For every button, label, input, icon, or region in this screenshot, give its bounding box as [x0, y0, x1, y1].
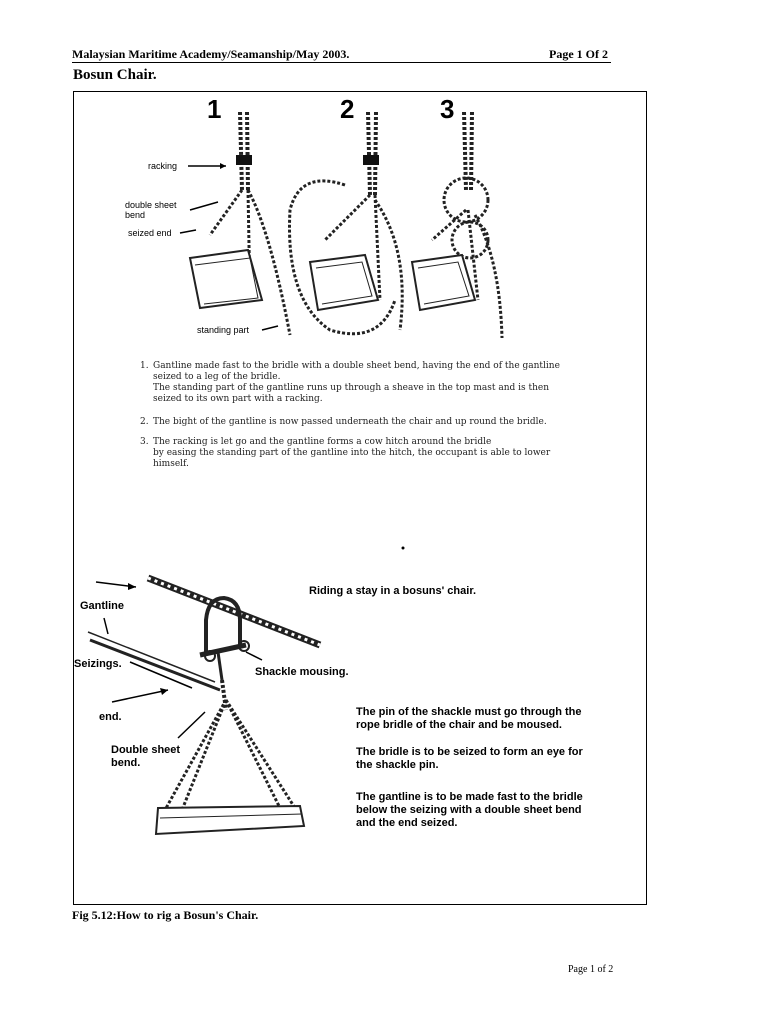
- page-title: Bosun Chair.: [73, 67, 157, 83]
- label-end: end.: [99, 711, 122, 723]
- arrowhead-end: [160, 688, 168, 695]
- stay-wire: [148, 578, 320, 645]
- bottom-note-1-line-1: The pin of the shackle must go through the: [356, 706, 582, 718]
- note-1-line-2: seized to a leg of the bridle.: [153, 372, 281, 382]
- label-double-sheet-bend-bottom-line1: Double sheet: [111, 744, 181, 756]
- arrow-gantline: [104, 618, 108, 634]
- bottom-note-3-line-2: below the seizing with a double sheet bend: [356, 804, 582, 816]
- note-1-number: 1.: [140, 361, 149, 371]
- header-page-number: Page 1 Of 2: [549, 47, 608, 61]
- arrow-shackle-mousing: [246, 652, 262, 660]
- bridle-and-seat: [156, 680, 304, 834]
- note-2-line-1: The bight of the gantline is now passed underneath the chair and up round the bridle.: [153, 417, 547, 427]
- note-1-line-3: The standing part of the gantline runs up through a sheave in the top mast and is then: [153, 383, 550, 393]
- bottom-note-2-line-2: the shackle pin.: [356, 759, 439, 771]
- step-number-2: 2: [340, 94, 355, 124]
- label-seizings: Seizings.: [74, 658, 122, 670]
- note-3-line-3: himself.: [153, 459, 189, 469]
- bottom-note-2-line-1: The bridle is to be seized to form an eye for: [356, 746, 583, 758]
- bosun-chair-stage-1: [190, 112, 290, 335]
- header-left: Malaysian Maritime Academy/Seamanship/May 2003.: [72, 47, 350, 61]
- step-number-3: 3: [440, 94, 455, 124]
- arrow-double-sheet-bend: [190, 202, 218, 210]
- stray-dot: [402, 547, 405, 550]
- note-2-number: 2.: [140, 417, 149, 427]
- label-gantline: Gantline: [80, 600, 125, 612]
- label-shackle-mousing: Shackle mousing.: [255, 666, 349, 678]
- bottom-note-1-line-2: rope bridle of the chair and be moused.: [356, 719, 562, 731]
- bottom-figure-heading: Riding a stay in a bosuns' chair.: [309, 585, 477, 597]
- footer-page-number: Page 1 of 2: [568, 964, 614, 975]
- arrow-seized-end: [180, 230, 196, 233]
- bottom-note-3-line-3: and the end seized.: [356, 817, 458, 829]
- figure-caption: Fig 5.12:How to rig a Bosun's Chair.: [72, 908, 259, 922]
- label-double-sheet-bend-line2: bend: [125, 210, 146, 220]
- note-3-line-2: by easing the standing part of the gantline into the hitch, the occupant is able to lower: [153, 448, 551, 458]
- label-double-sheet-bend-bottom-line2: bend.: [111, 757, 141, 769]
- arrowhead-racking: [220, 163, 226, 169]
- note-1-line-1: Gantline made fast to the bridle with a double sheet bend, having the end of the gantline: [153, 361, 560, 371]
- arrow-standing-part: [262, 326, 278, 330]
- label-standing-part: standing part: [197, 325, 250, 335]
- label-racking: racking: [148, 161, 178, 171]
- bottom-note-3-line-1: The gantline is to be made fast to the bridle: [356, 791, 583, 803]
- note-3-number: 3.: [140, 437, 149, 447]
- note-1-line-4: seized to its own part with a racking.: [153, 394, 323, 404]
- arrow-end: [112, 690, 168, 702]
- step-number-1: 1: [207, 94, 222, 124]
- note-3-line-1: The racking is let go and the gantline forms a cow hitch around the bridle: [153, 437, 492, 447]
- label-double-sheet-bend-line1: double sheet: [125, 200, 177, 210]
- bosun-chair-stage-2: [290, 112, 403, 334]
- arrow-double-sheet-bend-bottom: [178, 712, 205, 738]
- bottom-figure-notes: [356, 706, 583, 829]
- top-figure-notes: [140, 361, 560, 469]
- bosun-chair-stage-3: [412, 112, 502, 338]
- arrowhead-stay: [128, 583, 136, 590]
- label-seized-end: seized end: [128, 228, 172, 238]
